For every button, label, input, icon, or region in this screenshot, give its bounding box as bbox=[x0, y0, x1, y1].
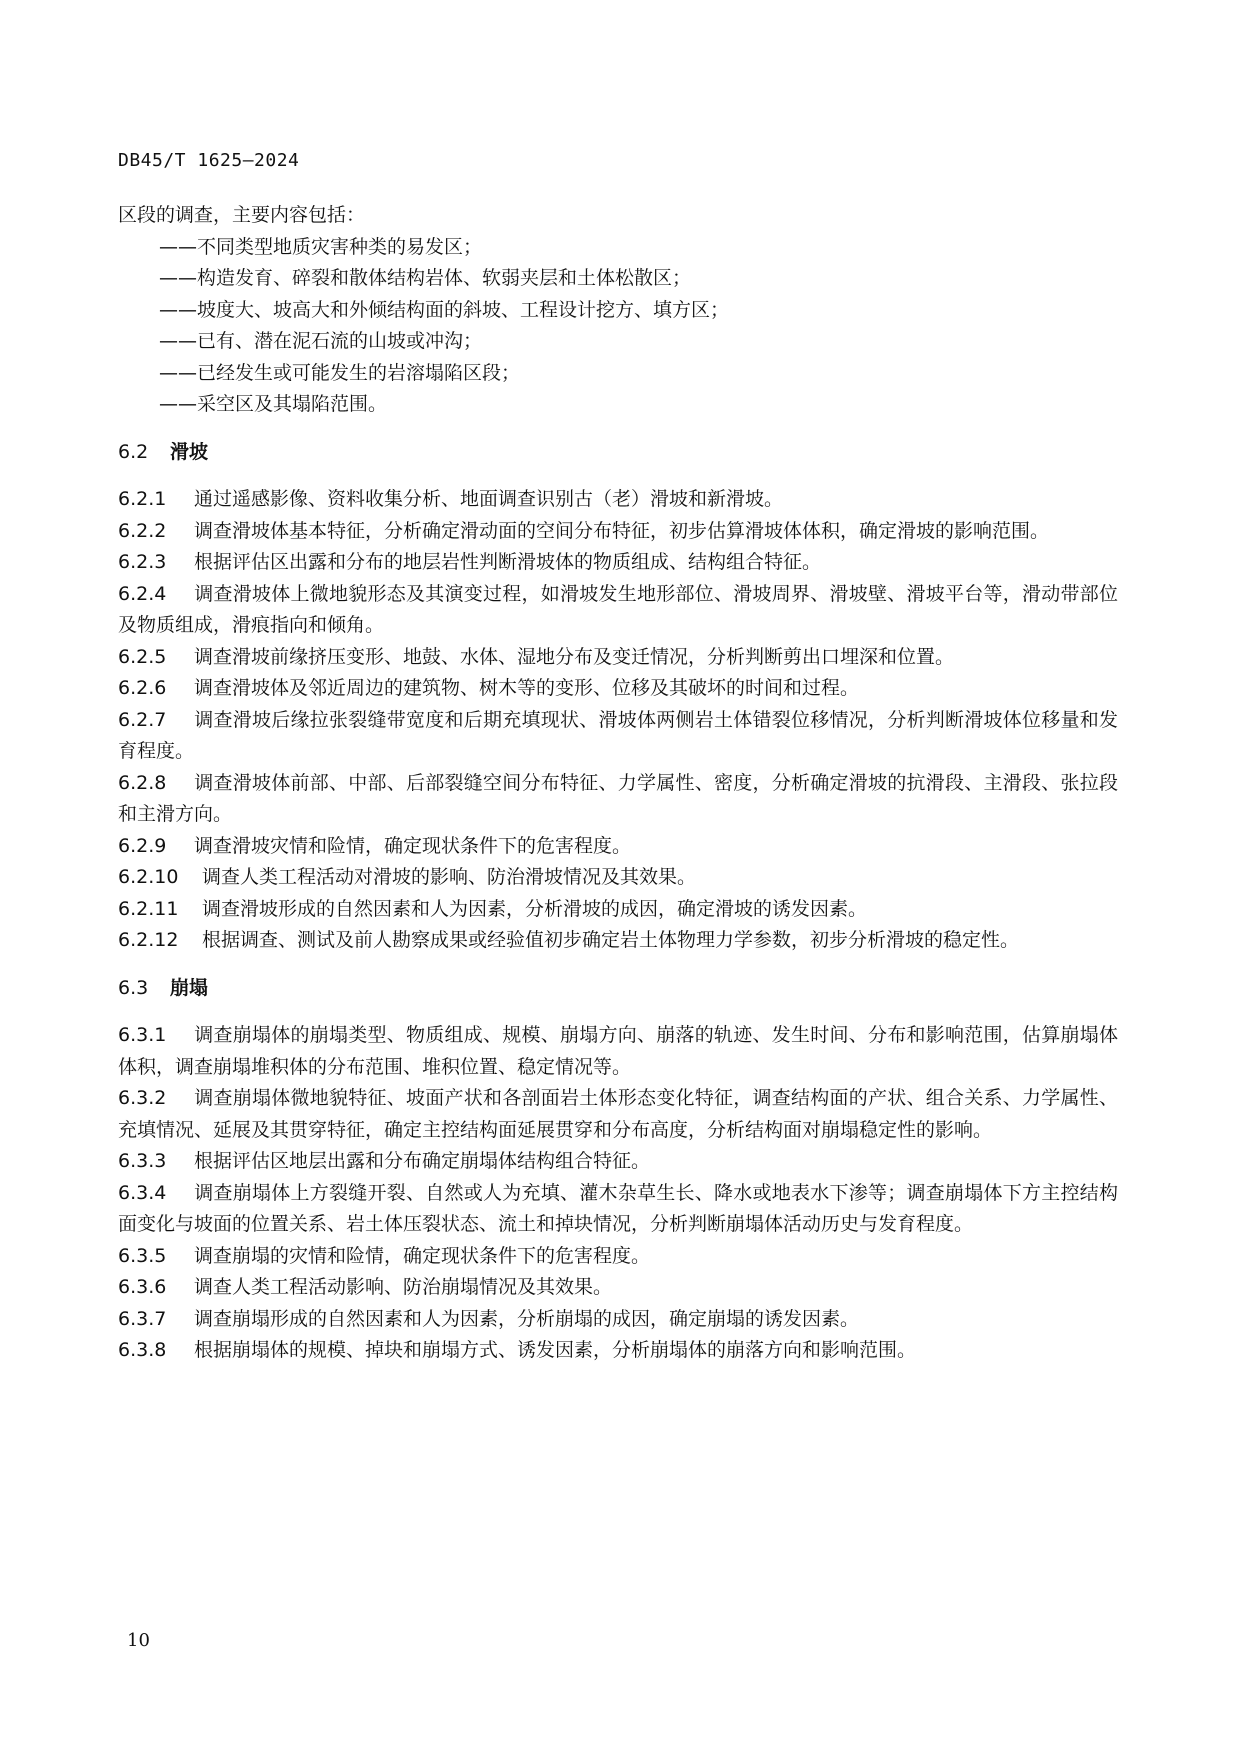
clause-text: 根据评估区出露和分布的地层岩性判断滑坡体的物质组成、结构组合特征。 bbox=[194, 551, 822, 573]
clause-number: 6.3.6 bbox=[118, 1276, 167, 1298]
intro-item: ——不同类型地质灾害种类的易发区； bbox=[159, 235, 483, 258]
document-code: DB45/T 1625—2024 bbox=[118, 150, 300, 171]
clause-text: 调查崩塌的灾情和险情，确定现状条件下的危害程度。 bbox=[194, 1244, 651, 1267]
clause-text: 调查滑坡后缘拉张裂缝带宽度和后期充填现状、滑坡体两侧岩土体错裂位移情况，分析判断滑坡体位移量和发育程度。 bbox=[118, 708, 1118, 762]
clause bbox=[118, 862, 1118, 894]
section-number: 6.2 bbox=[118, 440, 149, 463]
clause bbox=[118, 642, 1118, 674]
clause-text: 调查崩塌形成的自然因素和人为因素，分析崩塌的成因，确定崩塌的诱发因素。 bbox=[194, 1307, 860, 1330]
clause-text: 调查崩塌体上方裂缝开裂、自然或人为充填、灌木杂草生长、降水或地表水下渗等；调查崩塌体下方主控结构面变化与坡面的位置关系、岩土体压裂状态、流土和掉块情况，分析判断崩塌体活动历史与发育程度。 bbox=[118, 1181, 1118, 1235]
clause bbox=[118, 768, 1118, 831]
clause-text: 通过遥感影像、资料收集分析、地面调查识别古（老）滑坡和新滑坡。 bbox=[194, 488, 784, 510]
section-heading-6-2 bbox=[118, 437, 1118, 469]
clause-number: 6.2.6 bbox=[118, 677, 167, 699]
clause-text: 根据崩塌体的规模、掉块和崩塌方式、诱发因素，分析崩塌体的崩落方向和影响范围。 bbox=[194, 1339, 917, 1361]
document-body bbox=[118, 200, 1118, 1367]
clause-number: 6.3.8 bbox=[118, 1339, 167, 1361]
clause-text: 调查滑坡体基本特征，分析确定滑动面的空间分布特征，初步估算滑坡体体积，确定滑坡的影响范围。 bbox=[194, 519, 1050, 542]
clause-text: 调查滑坡体及邻近周边的建筑物、树木等的变形、位移及其破坏的时间和过程。 bbox=[194, 677, 860, 699]
clause bbox=[118, 1241, 1118, 1273]
section-number: 6.3 bbox=[118, 976, 149, 999]
clause-number: 6.3.1 bbox=[118, 1024, 167, 1046]
clause-number: 6.2.2 bbox=[118, 519, 167, 542]
clause-number: 6.2.5 bbox=[118, 645, 167, 668]
clause-text: 根据评估区地层出露和分布确定崩塌体结构组合特征。 bbox=[194, 1150, 651, 1172]
clause-number: 6.2.10 bbox=[118, 866, 179, 888]
page-number: 10 bbox=[127, 1630, 150, 1651]
intro-item: ——坡度大、坡高大和外倾结构面的斜坡、工程设计挖方、填方区； bbox=[159, 298, 730, 321]
clause-text: 调查人类工程活动对滑坡的影响、防治滑坡情况及其效果。 bbox=[202, 866, 697, 888]
clause bbox=[118, 1146, 1118, 1178]
clause-text: 调查滑坡形成的自然因素和人为因素，分析滑坡的成因，确定滑坡的诱发因素。 bbox=[202, 897, 868, 920]
clause-text: 调查滑坡体前部、中部、后部裂缝空间分布特征、力学属性、密度，分析确定滑坡的抗滑段、主滑段、张拉段和主滑方向。 bbox=[118, 771, 1118, 825]
clause bbox=[118, 673, 1118, 705]
clause-text: 调查崩塌体微地貌特征、坡面产状和各剖面岩土体形态变化特征，调查结构面的产状、组合关系、力学属性、充填情况、延展及其贯穿特征，确定主控结构面延展贯穿和分布高度，分析结构面对崩塌稳定性的影响。 bbox=[118, 1087, 1118, 1141]
clause-text: 调查滑坡灾情和险情，确定现状条件下的危害程度。 bbox=[194, 834, 632, 857]
intro-item: ——已经发生或可能发生的岩溶塌陷区段； bbox=[159, 361, 521, 384]
clause-number: 6.2.12 bbox=[118, 929, 179, 951]
clause-text: 调查滑坡前缘挤压变形、地鼓、水体、湿地分布及变迁情况，分析判断剪出口埋深和位置。 bbox=[194, 645, 955, 668]
clause-number: 6.2.7 bbox=[118, 708, 167, 731]
clause bbox=[118, 1020, 1118, 1083]
clause-number: 6.3.4 bbox=[118, 1181, 167, 1204]
intro-lead: 区段的调查，主要内容包括： bbox=[118, 204, 366, 226]
clause-number: 6.2.8 bbox=[118, 771, 167, 794]
intro-item: ——构造发育、碎裂和散体结构岩体、软弱夹层和土体松散区； bbox=[159, 267, 692, 289]
clause bbox=[118, 831, 1118, 863]
clause bbox=[118, 579, 1118, 642]
clause-number: 6.3.5 bbox=[118, 1244, 167, 1267]
clause-number: 6.3.2 bbox=[118, 1087, 167, 1109]
clause bbox=[118, 1335, 1118, 1367]
clause-number: 6.3.7 bbox=[118, 1307, 167, 1330]
section-title: 崩塌 bbox=[170, 976, 209, 999]
clause bbox=[118, 1083, 1118, 1146]
clause-number: 6.2.11 bbox=[118, 897, 179, 920]
clause bbox=[118, 705, 1118, 768]
clause-text: 调查人类工程活动影响、防治崩塌情况及其效果。 bbox=[194, 1276, 613, 1298]
clause-number: 6.2.3 bbox=[118, 551, 167, 573]
clause-number: 6.2.1 bbox=[118, 488, 167, 510]
clause-text: 调查滑坡体上微地貌形态及其演变过程，如滑坡发生地形部位、滑坡周界、滑坡壁、滑坡平台等，滑动带部位及物质组成，滑痕指向和倾角。 bbox=[118, 582, 1118, 636]
clause bbox=[118, 547, 1118, 579]
clause bbox=[118, 1178, 1118, 1241]
clause-number: 6.2.9 bbox=[118, 834, 167, 857]
clause bbox=[118, 1304, 1118, 1336]
clause-number: 6.2.4 bbox=[118, 582, 167, 605]
clause-text: 调查崩塌体的崩塌类型、物质组成、规模、崩塌方向、崩落的轨迹、发生时间、分布和影响范围，估算崩塌体体积，调查崩塌堆积体的分布范围、堆积位置、稳定情况等。 bbox=[118, 1024, 1118, 1078]
clause-number: 6.3.3 bbox=[118, 1150, 167, 1172]
clause-text: 根据调查、测试及前人勘察成果或经验值初步确定岩土体物理力学参数，初步分析滑坡的稳定性。 bbox=[202, 929, 1020, 951]
clause bbox=[118, 894, 1118, 926]
intro-item: ——已有、潜在泥石流的山坡或冲沟； bbox=[159, 330, 483, 352]
intro-item: ——采空区及其塌陷范围。 bbox=[159, 393, 388, 415]
clause bbox=[118, 925, 1118, 957]
section-heading-6-3 bbox=[118, 973, 1118, 1005]
section-title: 滑坡 bbox=[170, 440, 209, 463]
clause bbox=[118, 516, 1118, 548]
clause bbox=[118, 1272, 1118, 1304]
clause bbox=[118, 484, 1118, 516]
